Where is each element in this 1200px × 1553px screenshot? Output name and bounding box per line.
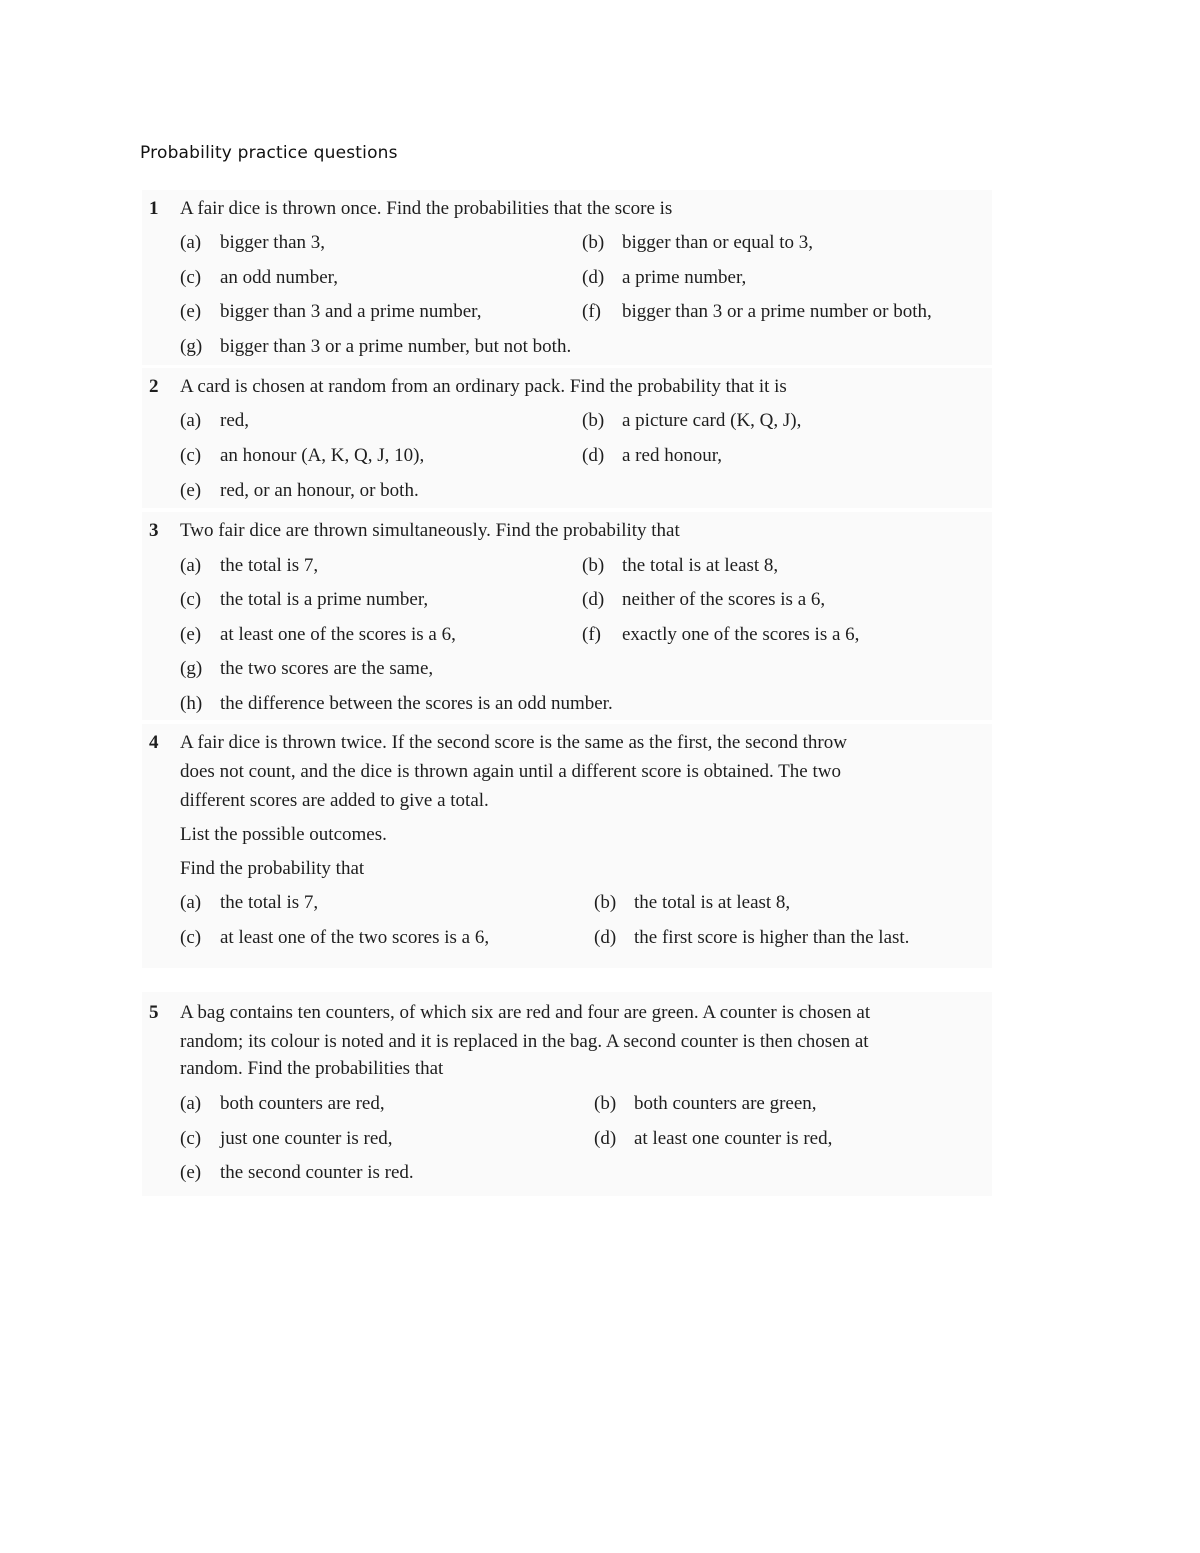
part-text: bigger than 3 and a prime number,	[220, 301, 482, 322]
part-item	[582, 301, 932, 323]
part-item	[594, 892, 790, 914]
part-label: (c)	[180, 1128, 202, 1149]
part-item	[582, 624, 859, 646]
part-text: red, or an honour, or both.	[220, 480, 419, 501]
part-label: (d)	[582, 445, 605, 466]
part-item	[594, 1093, 817, 1115]
part-label: (d)	[582, 589, 605, 610]
part-item	[180, 892, 318, 914]
part-item	[180, 336, 571, 358]
part-text: the total is 7,	[220, 892, 319, 913]
question-number: 3	[149, 520, 159, 541]
part-item	[582, 445, 722, 467]
part-text: the total is 7,	[220, 555, 319, 576]
part-text: the total is at least 8,	[622, 555, 779, 576]
question-stem: random; its colour is noted and it is replaced in the bag. A second counter is then chosen at	[180, 1031, 869, 1052]
question-number: 2	[149, 376, 159, 397]
part-item	[180, 555, 318, 577]
part-text: the two scores are the same,	[220, 658, 434, 679]
part-item	[180, 927, 489, 949]
part-label: (h)	[180, 693, 203, 714]
part-item	[594, 927, 909, 949]
part-label: (d)	[594, 927, 617, 948]
question-stem: A card is chosen at random from an ordinary pack. Find the probability that it is	[180, 376, 787, 397]
part-text: just one counter is red,	[220, 1128, 393, 1149]
part-text: a red honour,	[622, 445, 723, 466]
part-text: bigger than 3 or a prime number, but not both.	[220, 336, 572, 357]
part-label: (g)	[180, 336, 203, 357]
part-text: both counters are red,	[220, 1093, 385, 1114]
question-stem: A bag contains ten counters, of which six are red and four are green. A counter is chosen at	[180, 1002, 871, 1023]
part-label: (a)	[180, 1093, 202, 1114]
part-label: (b)	[594, 892, 617, 913]
part-text: the difference between the scores is an odd number.	[220, 693, 613, 714]
question-number: 1	[149, 198, 159, 219]
part-text: the first score is higher than the last.	[634, 927, 910, 948]
part-item	[180, 267, 338, 289]
part-item	[180, 1162, 414, 1184]
part-text: at least one counter is red,	[634, 1128, 833, 1149]
question-3	[142, 512, 992, 720]
part-label: (b)	[582, 232, 605, 253]
question-number: 5	[149, 1002, 159, 1023]
part-label: (c)	[180, 927, 202, 948]
part-label: (e)	[180, 1162, 202, 1183]
part-text: bigger than 3,	[220, 232, 326, 253]
part-item	[180, 480, 419, 502]
part-item	[180, 1128, 393, 1150]
part-item	[594, 1128, 832, 1150]
part-label: (e)	[180, 480, 202, 501]
part-label: (c)	[180, 589, 202, 610]
part-text: the total is a prime number,	[220, 589, 429, 610]
part-text: an honour (A, K, Q, J, 10),	[220, 445, 425, 466]
question-4	[142, 724, 992, 968]
part-text: neither of the scores is a 6,	[622, 589, 826, 610]
part-item	[180, 1093, 385, 1115]
question-stem: A fair dice is thrown twice. If the second score is the same as the first, the second throw	[180, 732, 847, 753]
part-text: exactly one of the scores is a 6,	[622, 624, 860, 645]
part-label: (f)	[582, 301, 601, 322]
question-stem: different scores are added to give a total.	[180, 790, 489, 811]
question-5	[142, 992, 992, 1196]
part-text: a picture card (K, Q, J),	[622, 410, 802, 431]
part-label: (e)	[180, 624, 202, 645]
question-number: 4	[149, 732, 159, 753]
part-text: bigger than or equal to 3,	[622, 232, 814, 253]
part-item	[582, 410, 801, 432]
part-text: bigger than 3 or a prime number or both,	[622, 301, 932, 322]
question-stem: Two fair dice are thrown simultaneously. Find the probability that	[180, 520, 680, 541]
part-label: (d)	[594, 1128, 617, 1149]
part-label: (g)	[180, 658, 203, 679]
part-text: at least one of the scores is a 6,	[220, 624, 456, 645]
part-label: (a)	[180, 410, 202, 431]
part-item	[180, 232, 325, 254]
part-item	[180, 658, 433, 680]
part-item	[180, 410, 249, 432]
part-item	[582, 267, 746, 289]
question-stem: does not count, and the dice is thrown again until a different score is obtained. The two	[180, 761, 841, 782]
part-label: (f)	[582, 624, 601, 645]
part-text: both counters are green,	[634, 1093, 817, 1114]
part-label: (c)	[180, 267, 202, 288]
part-item	[582, 232, 813, 254]
part-text: an odd number,	[220, 267, 338, 288]
part-label: (d)	[582, 267, 605, 288]
part-text: the second counter is red.	[220, 1162, 414, 1183]
part-label: (e)	[180, 301, 202, 322]
part-text: a prime number,	[622, 267, 747, 288]
part-label: (b)	[582, 555, 605, 576]
part-item	[582, 589, 825, 611]
question-stem: random. Find the probabilities that	[180, 1058, 444, 1079]
part-label: (c)	[180, 445, 202, 466]
part-item	[180, 589, 428, 611]
part-item	[180, 445, 424, 467]
question-stem: Find the probability that	[180, 858, 365, 879]
part-text: at least one of the two scores is a 6,	[220, 927, 490, 948]
page-title: Probability practice questions	[140, 143, 398, 163]
part-item	[180, 301, 481, 323]
part-item	[180, 624, 456, 646]
part-item	[180, 693, 613, 715]
part-text: red,	[220, 410, 250, 431]
question-1	[142, 190, 992, 365]
question-stem: List the possible outcomes.	[180, 824, 387, 845]
part-item	[582, 555, 778, 577]
part-label: (b)	[594, 1093, 617, 1114]
part-text: the total is at least 8,	[634, 892, 791, 913]
question-stem: A fair dice is thrown once. Find the probabilities that the score is	[180, 198, 673, 219]
part-label: (b)	[582, 410, 605, 431]
part-label: (a)	[180, 892, 202, 913]
part-label: (a)	[180, 232, 202, 253]
part-label: (a)	[180, 555, 202, 576]
question-2	[142, 368, 992, 508]
